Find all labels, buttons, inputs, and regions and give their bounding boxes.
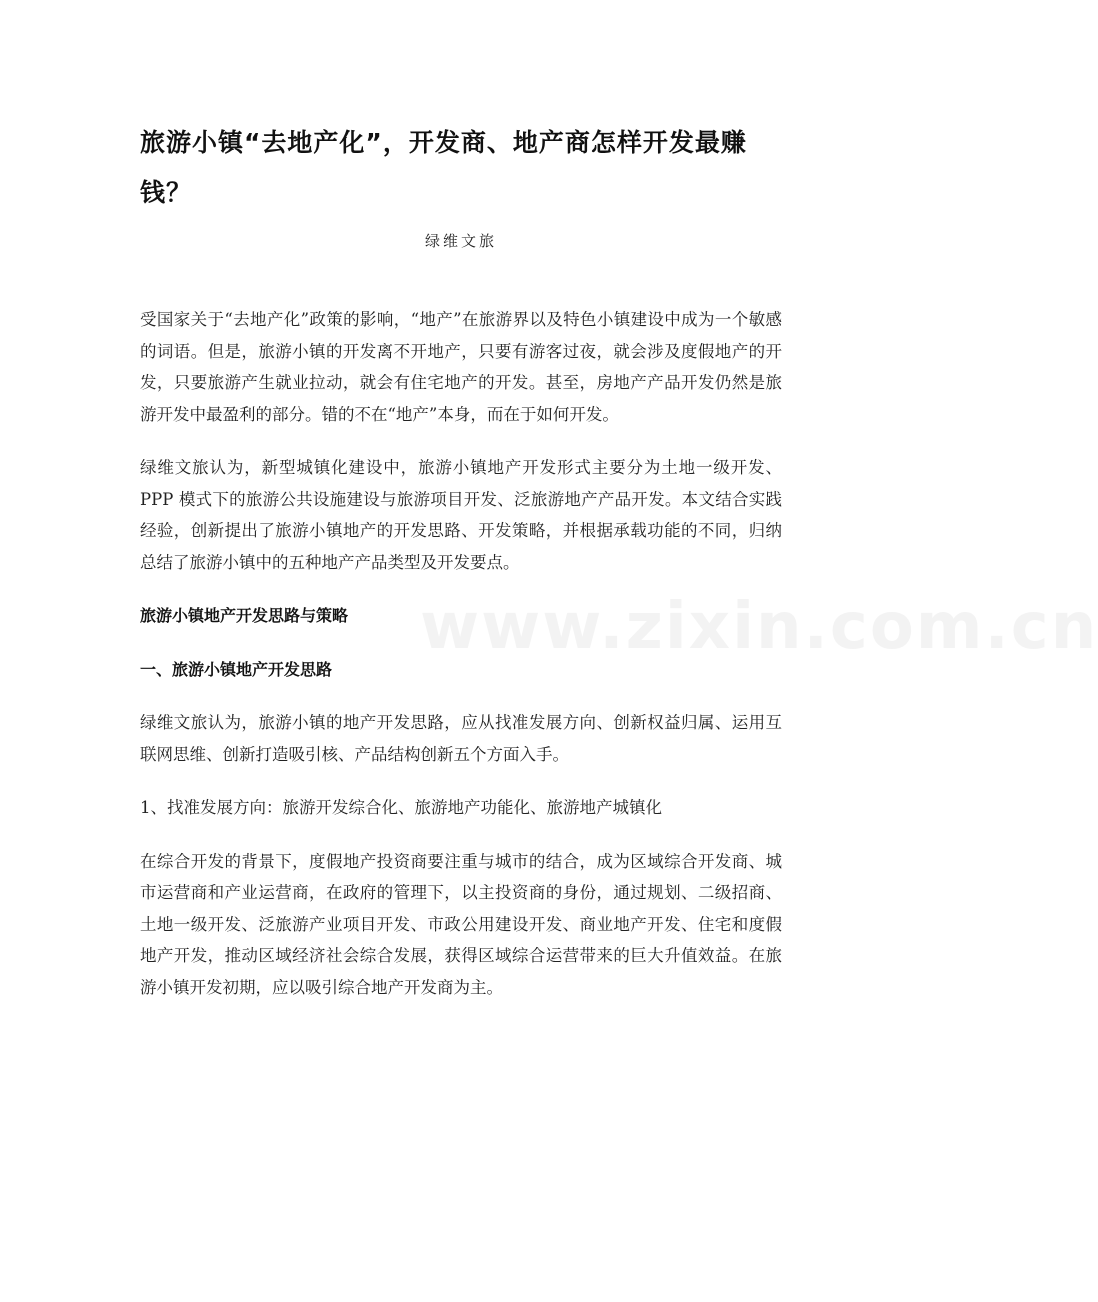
paragraph-point-1: 1、找准发展方向：旅游开发综合化、旅游地产功能化、旅游地产城镇化 xyxy=(140,798,662,817)
paragraph-approach: 绿维文旅认为，旅游小镇的地产开发思路，应从找准发展方向、创新权益归属、运用互联网思维、创新打造吸引核、产品结构创新五个方面入手。 xyxy=(140,713,782,764)
watermark-text: www.zixin.com.cn xyxy=(420,590,1098,664)
document-author: 绿维文旅 xyxy=(424,232,497,250)
document-title: 旅游小镇“去地产化”，开发商、地产商怎样开发最赚钱？ xyxy=(140,128,747,207)
document-content xyxy=(140,118,782,1003)
subsection-heading-approach: 一、旅游小镇地产开发思路 xyxy=(140,659,333,679)
paragraph-overview: 绿维文旅认为，新型城镇化建设中，旅游小镇地产开发形式主要分为土地一级开发、PPP 模式下的旅游公共设施建设与旅游项目开发、泛旅游地产产品开发。本文结合实践经验，创新提出了旅游小镇地产的开发思路、开发策略，并根据承载功能的不同，归纳总结了旅游小镇中的五种地产产品类型及开发要点。 xyxy=(140,458,782,572)
paragraph-intro: 受国家关于“去地产化”政策的影响，“地产”在旅游界以及特色小镇建设中成为一个敏感的词语。但是，旅游小镇的开发离不开地产，只要有游客过夜，就会涉及度假地产的开发，只要旅游产生就业拉动，就会有住宅地产的开发。甚至，房地产产品开发仍然是旅游开发中最盈利的部分。错的不在“地产”本身，而在于如何开发。 xyxy=(140,310,782,424)
section-heading-strategy: 旅游小镇地产开发思路与策略 xyxy=(140,606,349,625)
paragraph-development-background: 在综合开发的背景下，度假地产投资商要注重与城市的结合，成为区域综合开发商、城市运营商和产业运营商，在政府的管理下，以主投资商的身份，通过规划、二级招商、土地一级开发、泛旅游产业项目开发、市政公用建设开发、商业地产开发、住宅和度假地产开发，推动区域经济社会综合发展，获得区域综合运营带来的巨大升值效益。在旅游小镇开发初期，应以吸引综合地产开发商为主。 xyxy=(140,851,782,997)
